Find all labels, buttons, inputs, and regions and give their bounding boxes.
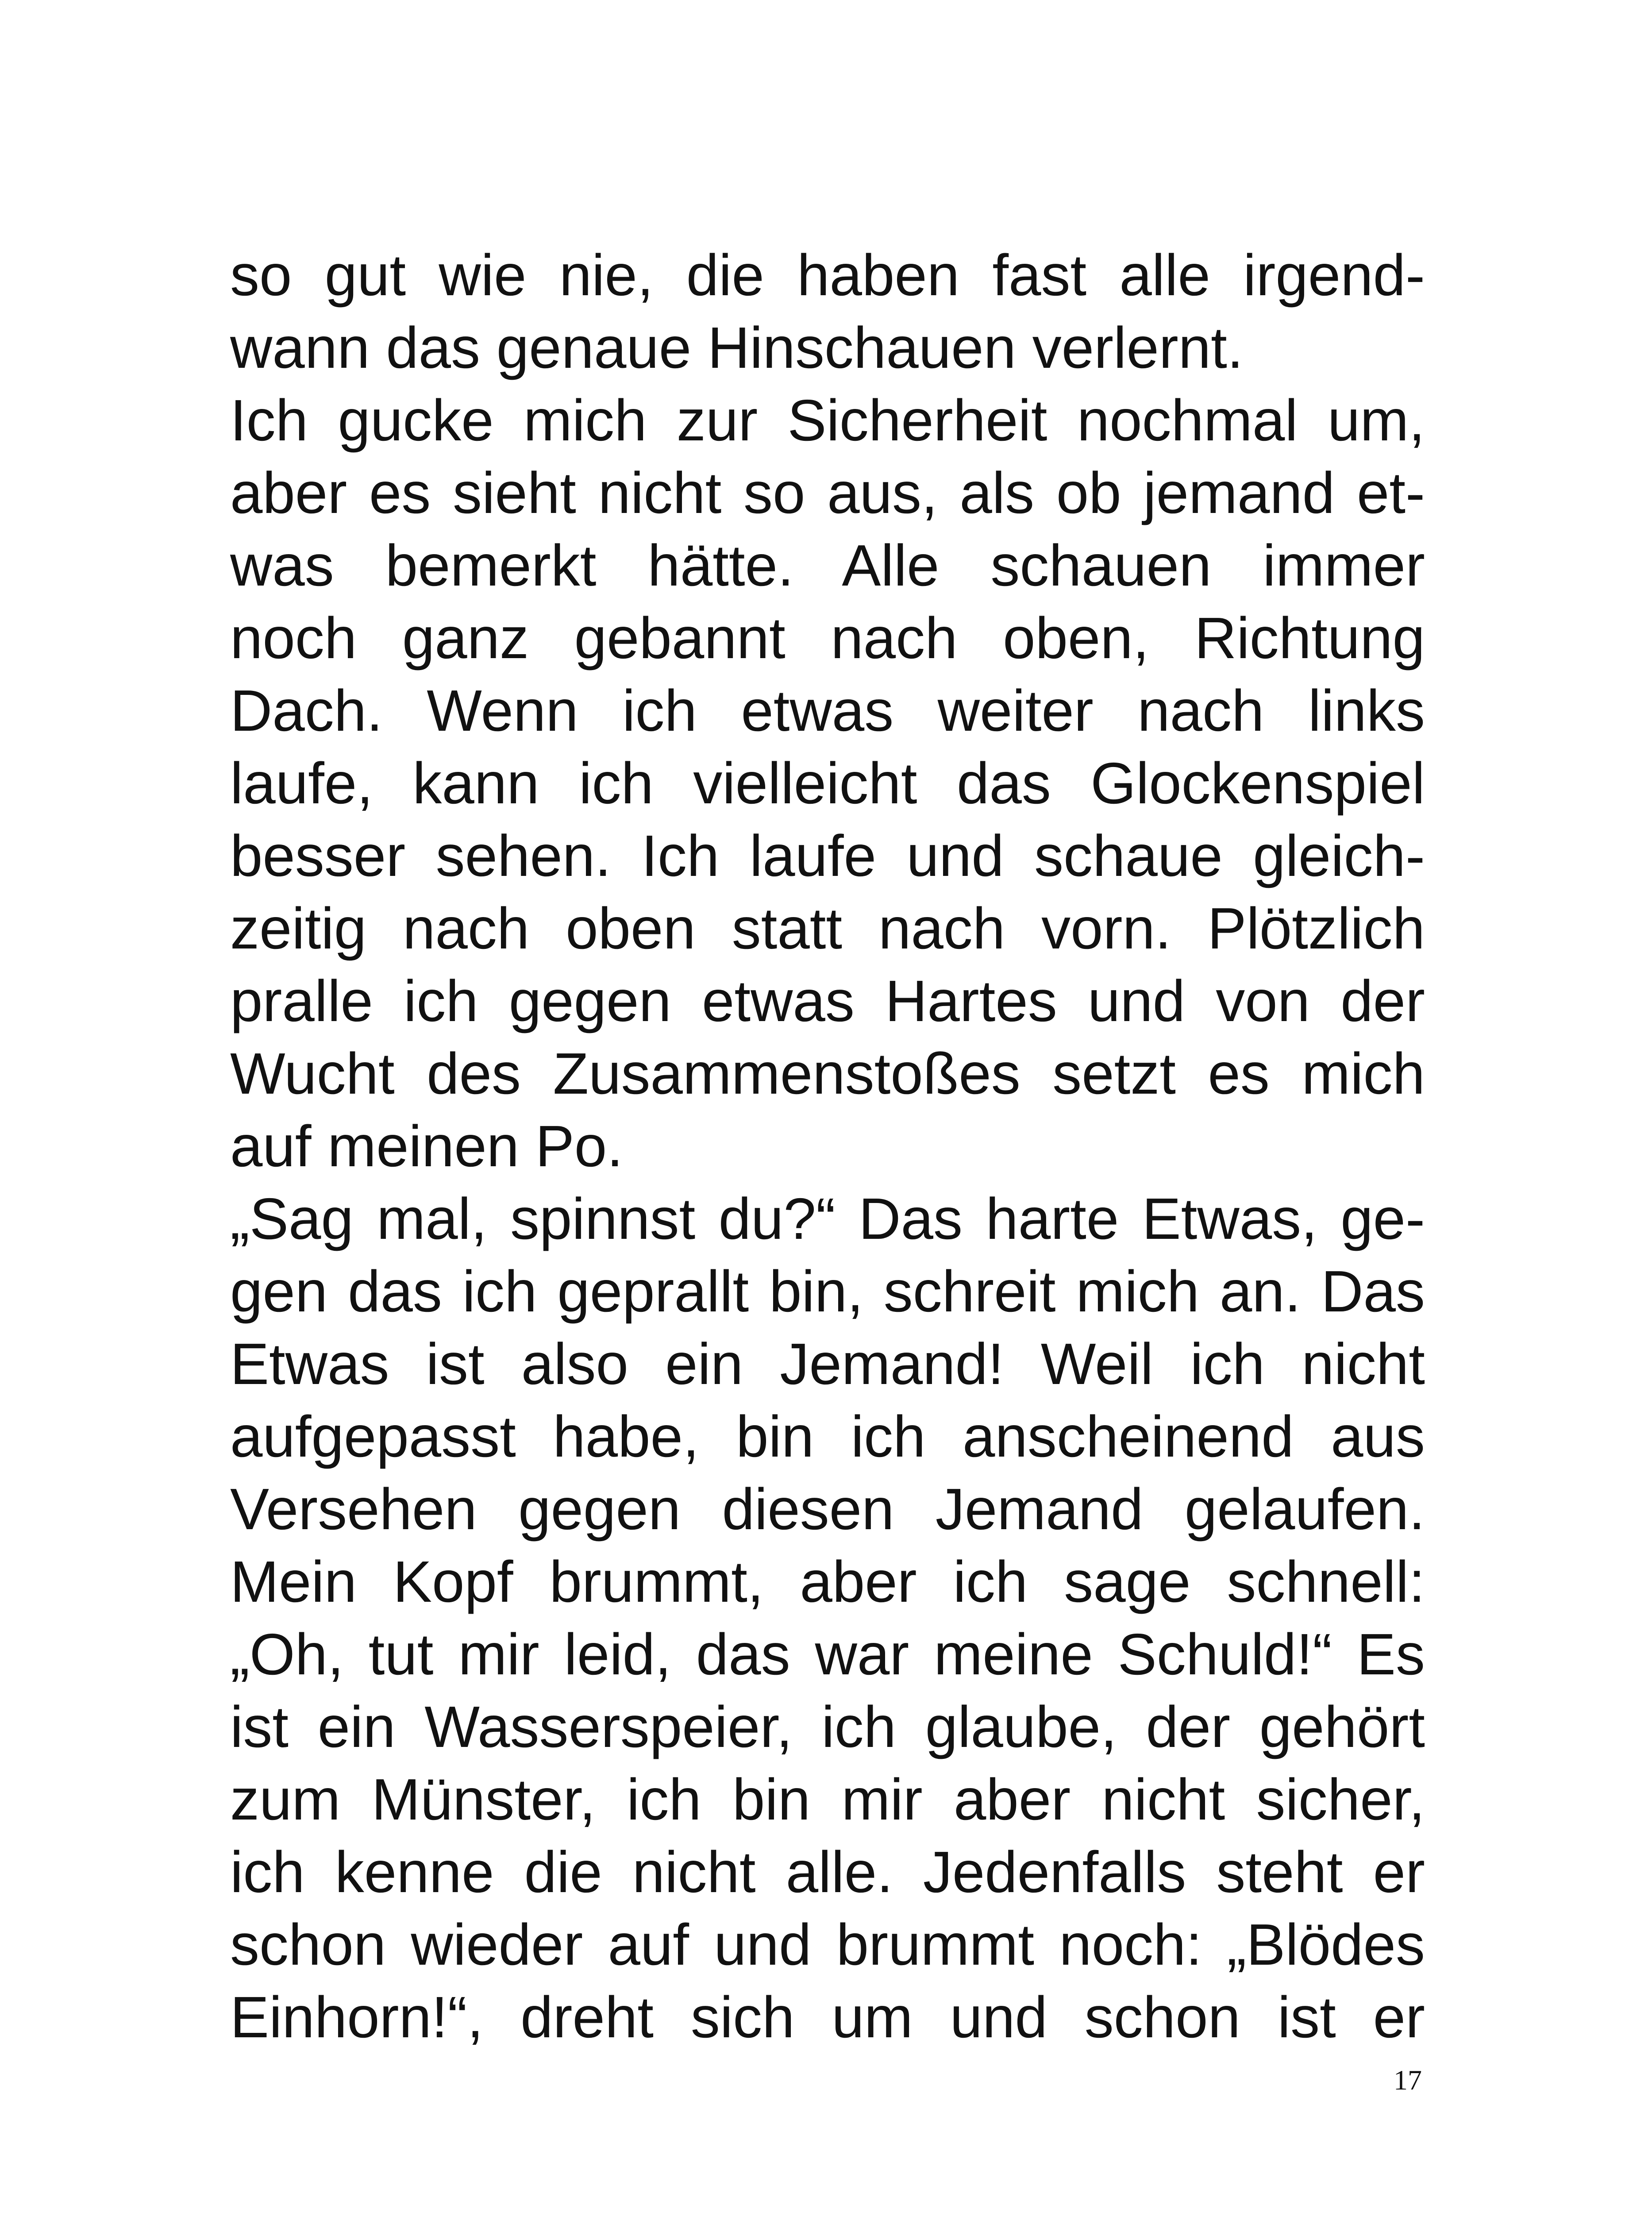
text-line: Etwas ist also ein Jemand! Weil ich nicht: [230, 1331, 1425, 1396]
text-line: was bemerkt hätte. Alle schauen immer: [230, 533, 1425, 598]
text-line: Mein Kopf brummt, aber ich sage schnell:: [230, 1549, 1425, 1614]
text-line: pralle ich gegen etwas Hartes und von der: [230, 968, 1425, 1033]
text-line: zum Münster, ich bin mir aber nicht sicher,: [230, 1767, 1425, 1832]
text-line: wann das genaue Hinschauen verlernt.: [230, 315, 1244, 380]
text-line: Einhorn!“, dreht sich um und schon ist er: [230, 1985, 1425, 2050]
body-text: [230, 239, 1425, 2054]
text-line: noch ganz gebannt nach oben, Richtung: [230, 605, 1425, 671]
text-line: laufe, kann ich vielleicht das Glockenspiel: [230, 751, 1425, 816]
text-line: Dach. Wenn ich etwas weiter nach links: [230, 678, 1425, 743]
text-line: ist ein Wasserspeier, ich glaube, der gehört: [230, 1694, 1425, 1759]
text-line: ich kenne die nicht alle. Jedenfalls steht er: [230, 1839, 1425, 1905]
text-line: Wucht des Zusammenstoßes setzt es mich: [230, 1041, 1425, 1106]
text-line: gen das ich geprallt bin, schreit mich an. Das: [230, 1259, 1425, 1324]
text-line: Ich gucke mich zur Sicherheit nochmal um,: [230, 388, 1425, 453]
text-line: zeitig nach oben statt nach vorn. Plötzlich: [230, 896, 1425, 961]
text-line: aufgepasst habe, bin ich anscheinend aus: [230, 1404, 1425, 1469]
text-line: so gut wie nie, die haben fast alle irgend-: [230, 243, 1425, 308]
text-line: aber es sieht nicht so aus, als ob jemand et-: [230, 460, 1425, 525]
text-line: Versehen gegen diesen Jemand gelaufen.: [230, 1477, 1425, 1542]
page-number: 17: [1394, 2064, 1422, 2096]
text-line: besser sehen. Ich laufe und schaue gleich-: [230, 823, 1425, 888]
text-line: „Sag mal, spinnst du?“ Das harte Etwas, ge-: [230, 1186, 1425, 1251]
text-line: auf meinen Po.: [230, 1114, 623, 1179]
text-line: schon wieder auf und brummt noch: „Blödes: [230, 1912, 1425, 1977]
text-line: „Oh, tut mir leid, das war meine Schuld!“ Es: [230, 1622, 1425, 1687]
